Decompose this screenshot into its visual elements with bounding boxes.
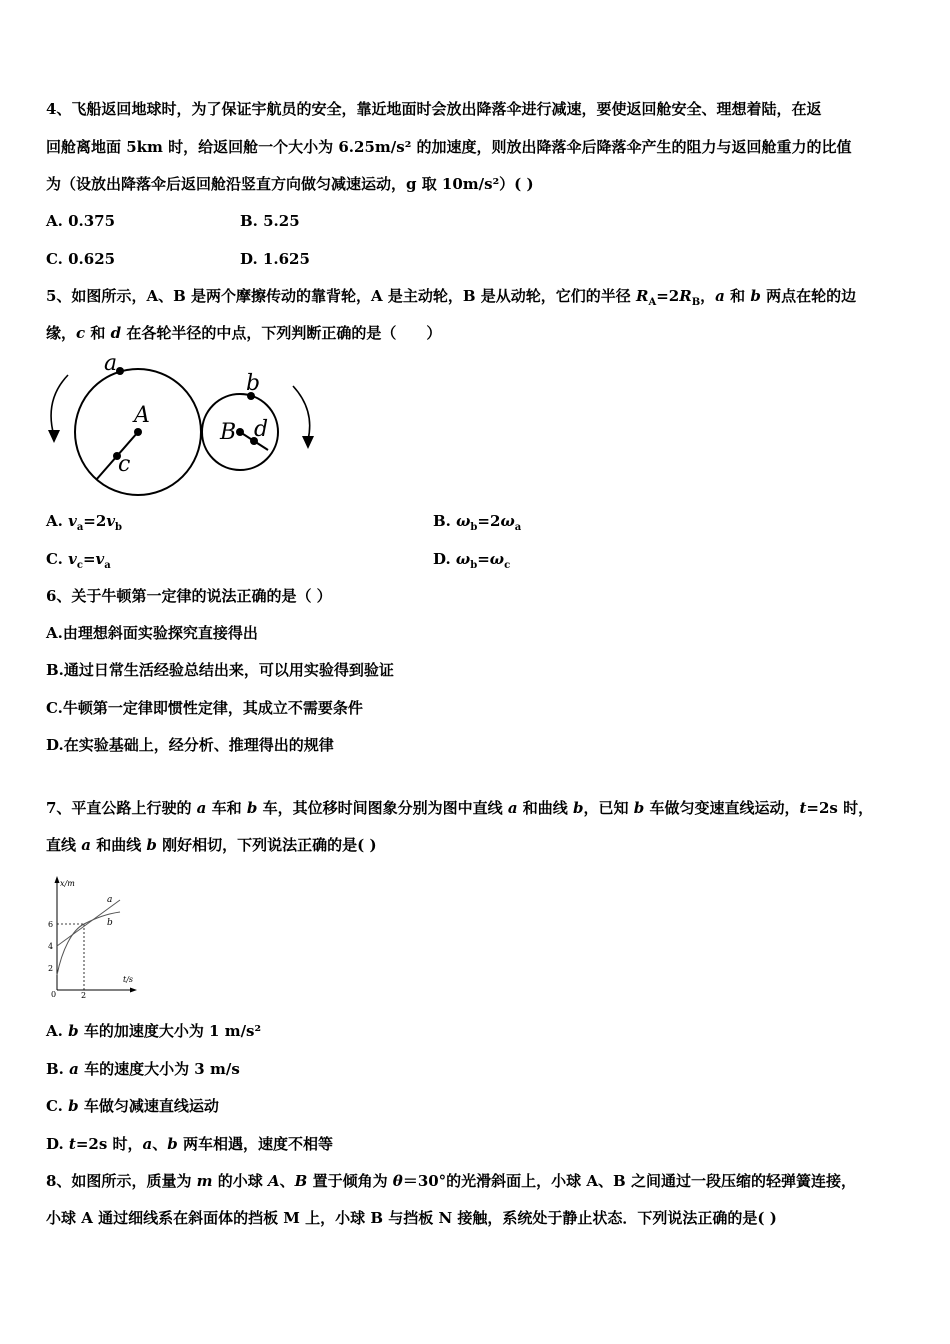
- q7-position-time-graph: [40, 870, 140, 1005]
- q5-stem-line-2: 缘，c 和 d 在各轮半径的中点，下列判断正确的是（ ）: [46, 324, 442, 342]
- q4-option-a: A. 0.375: [46, 212, 116, 230]
- q7-option-a: A. b 车的加速度大小为 1 m/s²: [46, 1022, 262, 1040]
- graph-y-tick-2: 2: [48, 964, 54, 973]
- graph-x-label: t/s: [123, 975, 134, 984]
- graph-curve-a-label: a: [107, 895, 113, 905]
- q5-option-d: D. $\omega_b=\omega_c$: [433, 550, 511, 571]
- q6-option-c: C.牛顿第一定律即惯性定律，其成立不需要条件: [46, 699, 363, 717]
- label-b: b: [246, 371, 261, 396]
- q4-stem-line-3: 为（设放出降落伞后返回舱沿竖直方向做匀减速运动，g 取 10m/s²）( ): [46, 175, 534, 193]
- q7-stem-line-2: 直线 a 和曲线 b 刚好相切，下列说法正确的是( ): [46, 836, 377, 854]
- q6-option-b: B.通过日常生活经验总结出来，可以用实验得到验证: [46, 661, 394, 679]
- graph-y-tick-6: 6: [48, 920, 54, 929]
- q4-stem-line-2: 回舱离地面 5km 时，给返回舱一个大小为 6.25m/s² 的加速度，则放出降落伞后降落伞产生的阻力与返回舱重力的比值: [46, 138, 852, 156]
- q4-stem-line-1: 4、飞船返回地球时，为了保证宇航员的安全，靠近地面时会放出降落伞进行减速，要使返回舱安全、理想着陆，在返: [46, 100, 822, 118]
- label-A: A: [134, 403, 150, 428]
- q6-option-d: D.在实验基础上，经分析、推理得出的规律: [46, 736, 334, 754]
- q5-option-b: B. $\omega_b=2\omega_a$: [433, 512, 522, 533]
- center-a: [134, 428, 142, 436]
- q5-stem-line-1: 5、如图所示，A、B 是两个摩擦传动的靠背轮，A 是主动轮，B 是从动轮，它们的半径 $R_A=2R_B$，a 和 b 两点在轮的边: [46, 287, 857, 308]
- q5-option-a: A. $v_a=2v_b$: [46, 512, 123, 533]
- q7-option-b: B. a 车的速度大小为 3 m/s: [46, 1060, 240, 1078]
- q5-option-c: C. $v_c=v_a$: [46, 550, 111, 571]
- q8-stem-line-2: 小球 A 通过细线系在斜面体的挡板 M 上，小球 B 与挡板 N 接触，系统处于静止状态．下列说法正确的是( ): [46, 1209, 777, 1227]
- graph-y-tick-4: 4: [48, 942, 54, 951]
- q4-option-c: C. 0.625: [46, 250, 116, 268]
- label-B: B: [220, 420, 237, 445]
- graph-y-label: x/m: [60, 879, 75, 888]
- point-a: [116, 367, 124, 375]
- q6-option-a: A.由理想斜面实验探究直接得出: [46, 624, 258, 642]
- q6-stem: 6、关于牛顿第一定律的说法正确的是（ ）: [46, 587, 332, 605]
- q7-option-c: C. b 车做匀减速直线运动: [46, 1097, 219, 1115]
- q4-option-b: B. 5.25: [240, 212, 300, 230]
- center-b: [236, 428, 244, 436]
- graph-x-tick-0: 0: [51, 990, 57, 999]
- q7-stem-line-1: 7、平直公路上行驶的 a 车和 b 车，其位移时间图象分别为图中直线 a 和曲线 b，已知 b 车做匀变速直线运动，t=2s 时，: [46, 799, 874, 817]
- q5-wheels-figure: [40, 350, 330, 505]
- label-c: c: [118, 452, 131, 477]
- graph-x-tick-2: 2: [81, 991, 87, 1000]
- label-a: a: [104, 351, 118, 376]
- label-d: d: [254, 417, 269, 442]
- q4-option-d: D. 1.625: [240, 250, 310, 268]
- q7-option-d: D. t=2s 时，a、b 两车相遇，速度不相等: [46, 1135, 334, 1153]
- q8-stem-line-1: 8、如图所示，质量为 m 的小球 A、B 置于倾角为 θ＝30°的光滑斜面上，小球 A、B 之间通过一段压缩的轻弹簧连接，: [46, 1172, 856, 1190]
- graph-curve-b-label: b: [107, 918, 113, 928]
